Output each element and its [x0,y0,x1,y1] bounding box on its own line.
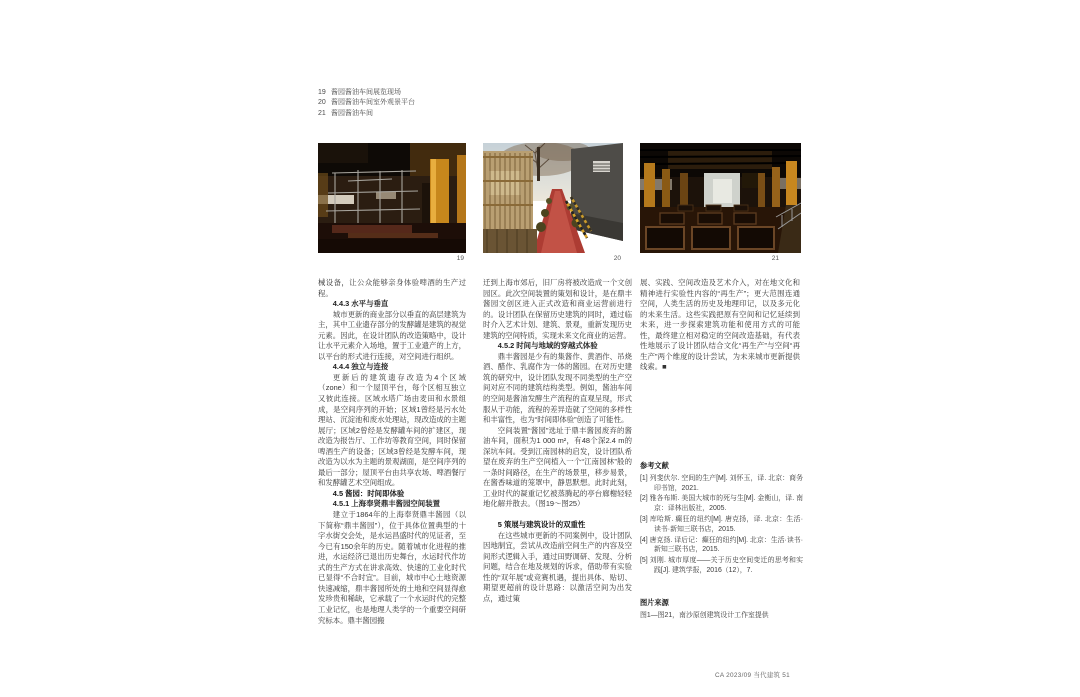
figure-caption-text: 酱园酱油车间 [331,109,373,117]
figure-number: 21 [771,255,779,262]
workshop-exhibition-illustration [318,143,466,253]
figure-19-photo [318,143,466,262]
reference-item: [2] 雅各布斯. 美国大城市的死与生[M]. 金衡山，译. 南京：译林出版社，2005. [640,495,803,513]
body-paragraph: 展、实践、空间改造及艺术介入，对在地文化和精神进行实验性内容的“再生产”；更大范围连通空间，人类生活的历史及地理印记，以及多元化的未来生活。这些实践把原有空间和记忆延续到未来，进一步探索建筑功能和使用方式的可能性，最终建立相对稳定的空间改造基础，有代表性地展示了设计团队结合文化“再生产”与空间“再生产”两个维度的设计尝试，为未来城市更新提供线索。■ [640,278,800,372]
section-heading-4-4-3: 4.4.3 水平与垂直 [332,299,389,309]
body-paragraph: 空间装置“酱园”选址于鼎丰酱园废弃的酱油车间，面积为1 000 m²，有48个深2.4 m的深坑车间。受到江南园林的启发，设计团队希望在废弃的生产空间植入一个“江南园林”般的一条时间路径，在生产的场景里，移步易景，在酱香味道的笼罩中，静思默想。此时此刻，工业时代的凝重记忆被蒸腾起的亭台廊榭轻轻地化解并散去。（图19～图25） [483,425,632,509]
article-column-1 [318,278,466,626]
figure-caption-list [318,88,415,119]
article-column-2 [483,278,632,604]
section-heading-4-4-4: 4.4.4 独立与连接 [332,362,389,372]
references-heading: 参考文献 [640,461,669,470]
figure-number: 19 [456,255,464,262]
section-heading-4-5-1: 4.5.1 上海奉贤鼎丰酱园空间装置 [332,499,440,509]
figure-number: 20 [613,255,621,262]
references-section [640,461,803,577]
figure-caption [318,88,415,98]
image-source-text: 图1—图21，南沙原创建筑设计工作室提供 [640,611,769,619]
figure-caption-text: 酱园酱油车间室外观景平台 [331,99,415,107]
figure-21-photo [640,143,801,262]
section-heading-5: 5 策展与建筑设计的双重性 [497,520,586,530]
body-paragraph: 迁到上海市郊后，旧厂房将被改造成一个文创园区。此次空间装置的策划和设计，是在鼎丰酱园文创区进入正式改造和商业运营前进行的。设计团队在保留历史建筑的同时，通过临时介入艺术计划、建筑、景观，重新发现历史建筑的空间特质，实现未来文化商业的运营。 [483,278,632,340]
figure-caption-text: 酱园酱油车间展览现场 [331,89,401,96]
image-source-heading: 图片来源 [640,598,669,607]
body-paragraph: 鼎丰酱园是少有的集酱作、黄酒作、吊烧酒、醋作、乳腐作为一体的酱园。在对历史建筑的研究中，设计团队发现不同类型的生产空间对应不同的建筑结构类型。例如，酱油车间的空间是酱油发酵生产流程的直观呈现，形式服从于功能，流程的差异造就了空间的多样性和丰富性，也为“时间即体验”创造了可能性。 [483,351,632,425]
figure-caption-number: 19 [318,89,326,96]
section-heading-4-5-2: 4.5.2 时间与地域的穿越式体验 [497,341,598,351]
figure-caption [318,98,415,108]
figure-caption-number: 21 [318,109,326,117]
reference-item: [5] 刘刚. 城市厚度——关于历史空间变迁的思考和实践[J]. 建筑学报，2016（12），7. [640,557,803,574]
body-paragraph: 建立于1864年的上海奉贤鼎丰酱园（以下简称“鼎丰酱园”），位于具体位置典型的十字水街交会处，是水运昌盛时代的见证者，至今已有150余年的历史。随着城市化进程的推进，水运经济已退出历史舞台，水运时代作坊式的生产方式在讲求高效、快速的工业化时代已显得“不合时宜”。目前，城市中心土地资源快速减缩，鼎丰酱园所处的土地和空间显得愈发珍贵和稀缺，它承载了一个水运时代的完整工业记忆，也是地理人类学的一个重要空间研究标本。鼎丰酱园搬 [318,510,466,625]
outdoor-platform-illustration [483,143,623,253]
page-footer: CA 2023/09 当代建筑 51 [714,672,790,679]
body-paragraph: 械设备，让公众能够亲身体验啤酒的生产过程。 [318,278,466,298]
section-heading-4-5: 4.5 酱园：时间即体验 [332,488,405,498]
figure-caption [318,109,415,119]
body-paragraph: 在这些城市更新的不同案例中，设计团队因地制宜，尝试从改造前空间生产的内容及空间形式逻辑入手，通过田野调研、发现、分析问题，结合在地及规划的诉求，借助带有实验性的“双年展”或竞赛机遇，提出具体、贴切、期望更超前的设计思路：以激活空间为出发点，通过策 [483,530,632,603]
reference-item: [1] 列斐伏尔. 空间的生产[M]. 刘怀玉，译. 北京：商务印书馆，2021. [640,474,803,492]
image-source-section [640,598,803,621]
reference-item: [3] 库哈斯. 癫狂的纽约[M]. 唐克扬，译. 北京：生活·读书·新知三联书店，2015. [640,515,803,533]
article-column-3 [640,278,800,373]
figure-20-photo [483,143,623,262]
soy-sauce-workshop-illustration [640,143,801,253]
reference-item: [4] 唐克扬. 译后记：癫狂的纽约[M]. 北京：生活·读书·新知三联书店，2015. [640,536,803,554]
body-paragraph: 城市更新的商业部分以垂直的高层建筑为主，其中工业遗存部分的发酵罐是建筑的视觉元素。因此，在设计团队的改造策略中，设计让水平元素介入场地，置于工业遗产的上方，以平台的形式进行连接，对空间进行组织。 [318,309,466,361]
body-paragraph: 更新后的建筑遗存改造为4个区域（zone）和一个屋顶平台，每个区相互独立又彼此连接。区域水塔广场由麦田和水景组成，是空间序列的开始；区域1曾经是污水处理站、沉淀池和废水处理站，现改造成的主题展厅；区域2曾经是发酵罐车间的扩建区，现改造为报告厅、工作坊等教育空间，同时保留啤酒生产的设备；区域3曾经是发酵车间，现改造为以水为主题的景观湖面，是空间序列的最后一部分；屋顶平台由共享农场、啤酒餐厅和发酵罐艺术空间组成。 [318,372,466,488]
figure-caption-number: 20 [318,99,326,107]
